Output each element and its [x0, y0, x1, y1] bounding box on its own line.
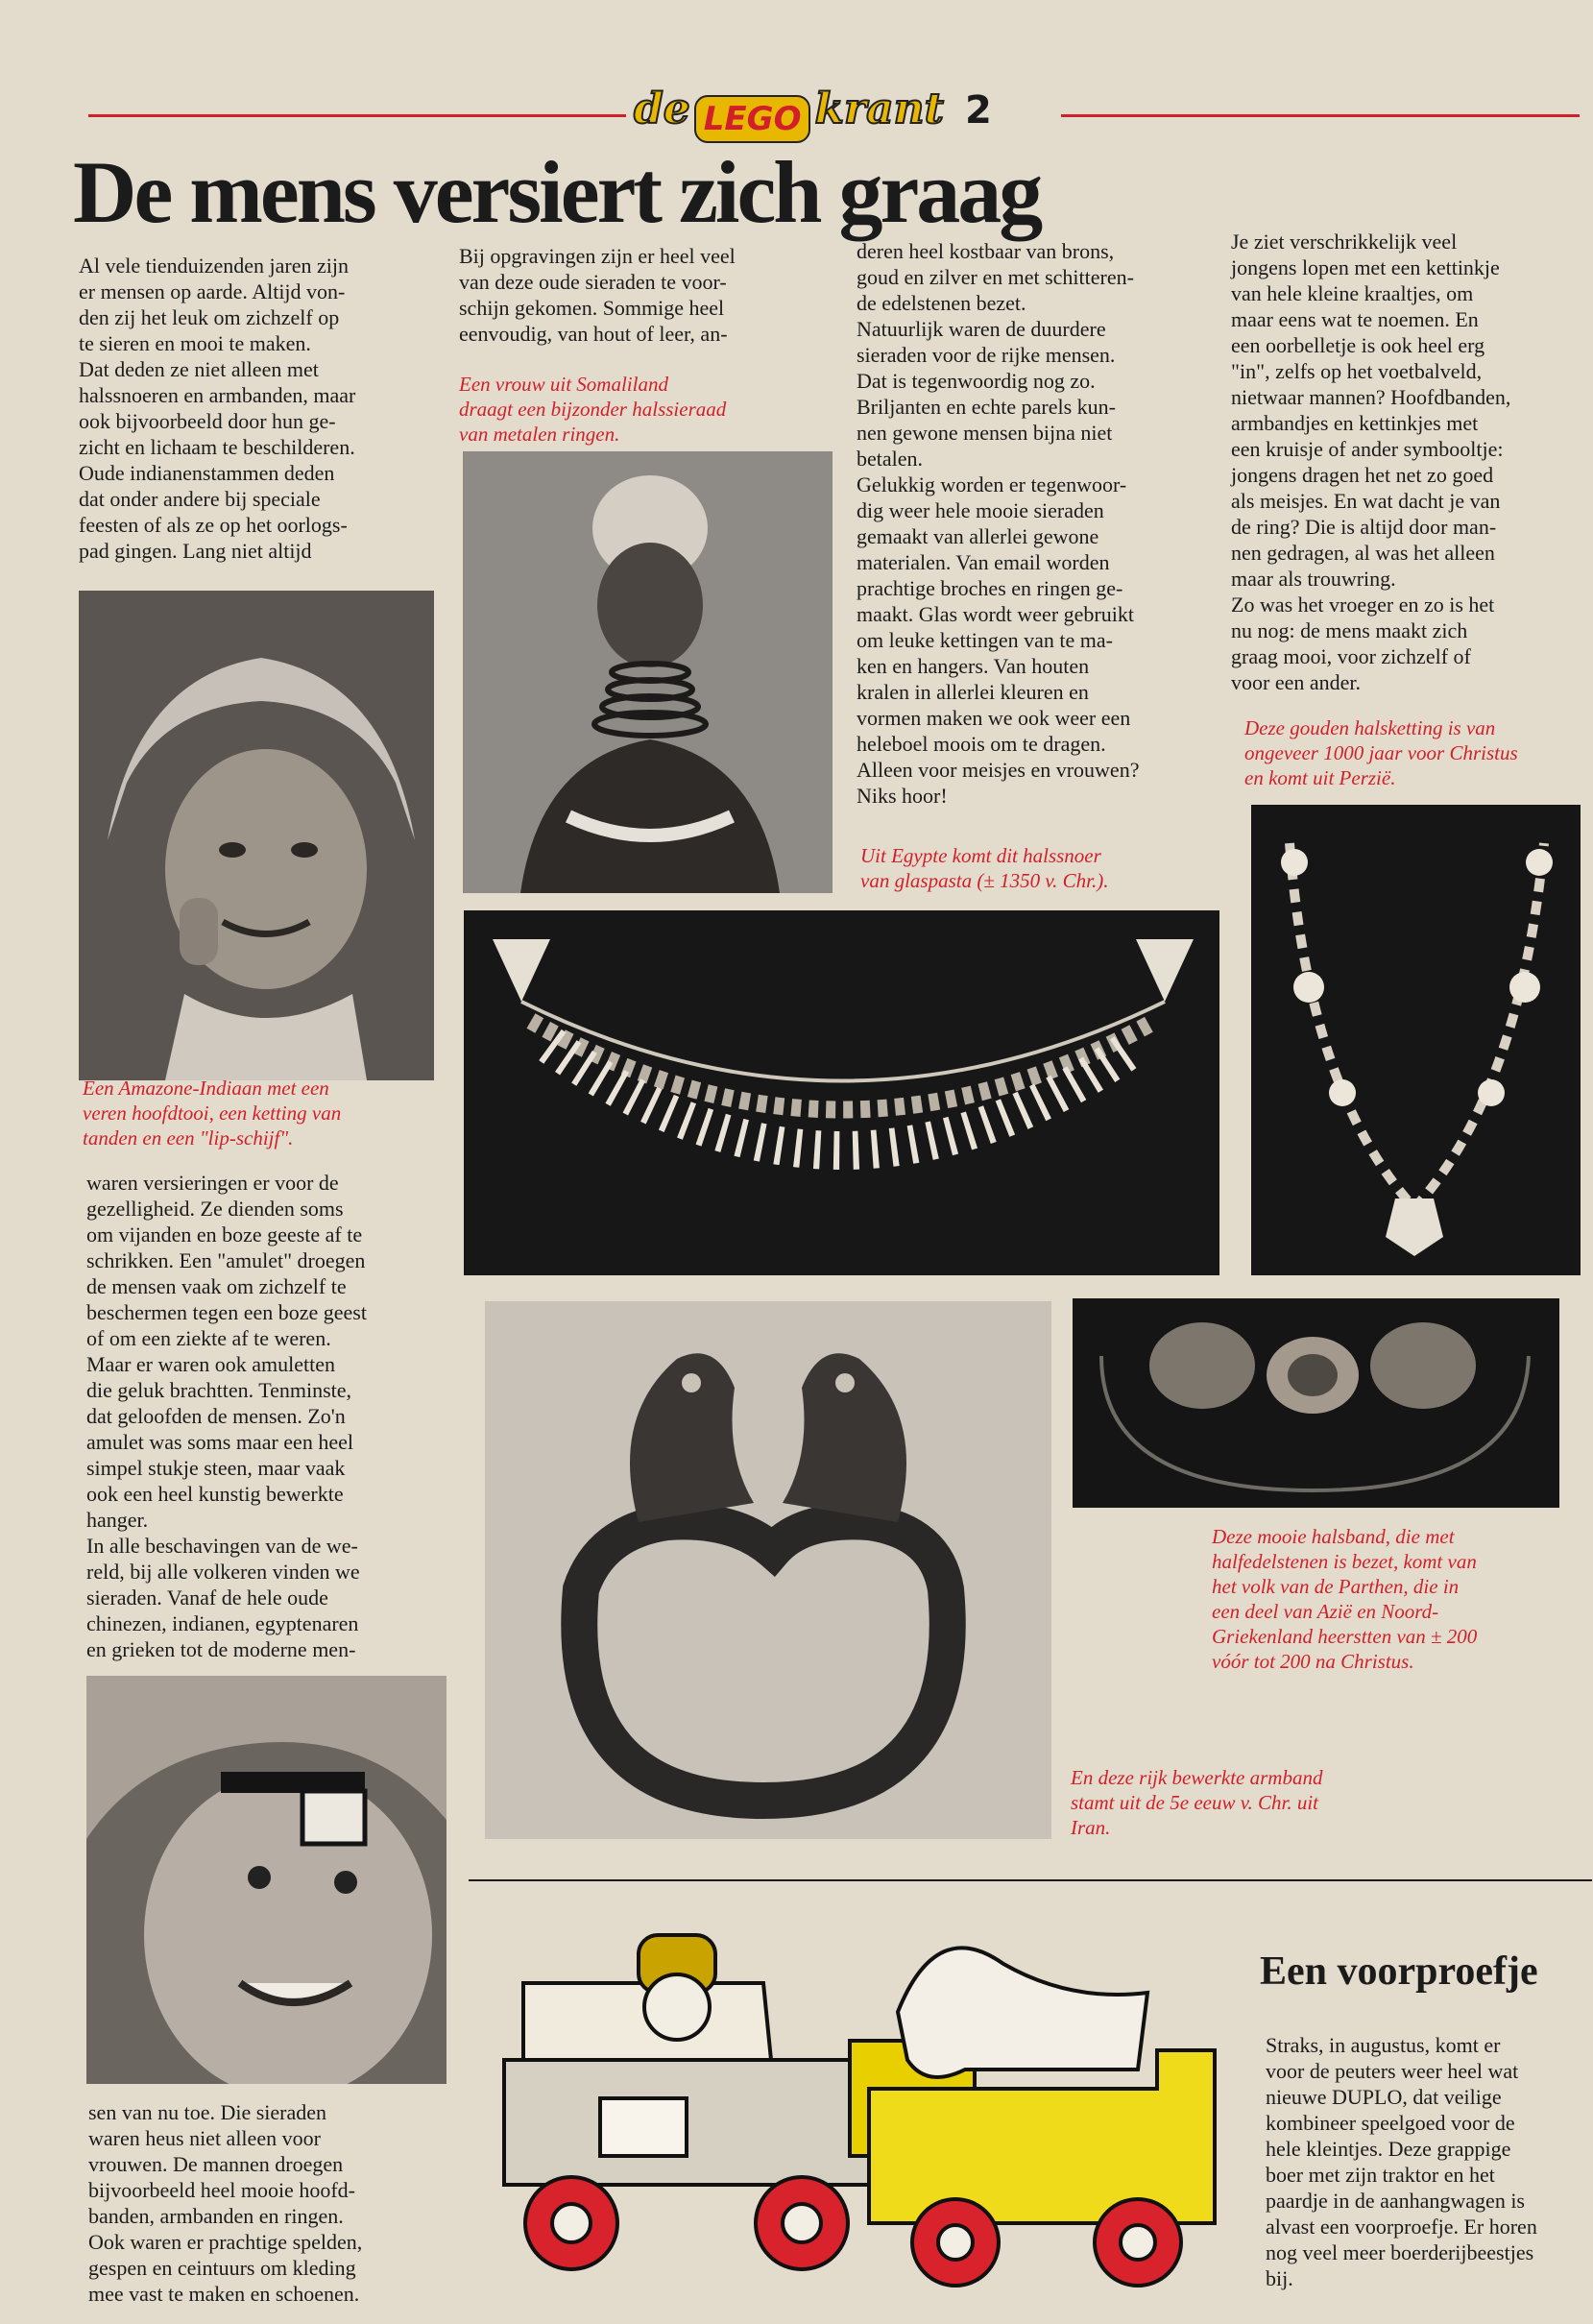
iranian-armband-illustration — [485, 1301, 1051, 1839]
somaliland-woman-illustration — [463, 451, 833, 893]
headline: De mens versiert zich graag — [73, 143, 1041, 241]
masthead-krant: krant — [814, 85, 944, 133]
sidebar-title: Een voorproefje — [1260, 1949, 1538, 1994]
photo-child-headband — [86, 1676, 447, 2084]
amazone-indian-illustration — [79, 591, 434, 1080]
section-divider — [469, 1879, 1592, 1881]
masthead-rule-right — [1061, 114, 1580, 117]
col4-top-text: Je ziet verschrikkelijk veel jongens lopen met een kettinkje van hele kleine kraaltjes, om maar eens wat te noemen. En een oorbelletje is ook heel erg "in", zelfs op het voetbalveld, nietwaar mannen? Hoofdbanden, armbandjes en kettinkjes met een kruisje of ander symbooltje: jongens dragen het net zo goed als meisjes. En wat dacht je van de ring? Die is altijd door man- nen gedragen, al was het alleen maar als trouwring. Zo was het vroeger en zo is het nu nog: de mens maakt zich graag mooi, voor zichzelf of voor een ander. — [1231, 230, 1511, 694]
photo-parthian-necklace — [1073, 1298, 1559, 1508]
photo-amazone-indian — [79, 591, 434, 1080]
col2-top-text: Bij opgravingen zijn er heel veel van deze oude sieraden te voor- schijn gekomen. Sommige heel eenvoudig, van hout of leer, an- — [459, 244, 736, 346]
persian-necklace-illustration — [1251, 805, 1581, 1275]
egyptian-necklace-illustration — [464, 910, 1219, 1275]
masthead-de: de — [634, 85, 690, 133]
masthead-rule-left — [88, 114, 626, 117]
caption-amazone: Een Amazone-Indiaan met een veren hoofdtooi, een ketting van tanden en een "lip-schijf". — [83, 1077, 342, 1150]
caption-somaliland: Een vrouw uit Somaliland draagt een bijzonder halssieraad van metalen ringen. — [459, 373, 727, 446]
caption-egypte: Uit Egypte komt dit halssnoer van glaspasta (± 1350 v. Chr.). — [860, 844, 1109, 892]
lego-logo: LEGO — [694, 95, 811, 143]
child-headband-illustration — [86, 1676, 447, 2084]
duplo-tractor-illustration — [485, 1897, 1243, 2319]
parthian-necklace-illustration — [1073, 1298, 1559, 1508]
col1-bottom-text: sen van nu toe. Die sieraden waren heus niet alleen voor vrouwen. De mannen droegen bijvoorbeeld heel mooie hoofd- banden, armbanden en ringen. Ook waren er prachtige spelden, gespen en ceintuurs om kleding mee vast te maken en schoenen. — [88, 2100, 363, 2306]
col1-top-text: Al vele tienduizenden jaren zijn er mensen op aarde. Altijd von- den zij het leuk om zichzelf op te sieren en mooi te maken. Dat deden ze niet alleen met halssnoeren en armbanden, maar ook bijvoorbeeld door hun ge- zicht en lichaam te beschilderen. Oude indianenstammen deden dat onder andere bij speciale feesten of als ze op het oorlogs- pad gingen. Lang niet altijd — [79, 254, 356, 563]
photo-egyptian-necklace — [464, 910, 1219, 1275]
col3-top-text: deren heel kostbaar van brons, goud en zilver en met schitteren- de edelstenen bezet. Natuurlijk waren de duurdere sieraden voor de rijke mensen. Dat is tegenwoordig nog zo. Briljanten en echte parels kun- nen gewone mensen bijna niet betalen. Gelukkig worden er tegenwoor- dig weer hele mooie sieraden gemaakt van allerlei gewone materialen. Van email worden prachtige broches en ringen ge- maakt. Glas wordt weer gebruikt om leuke kettingen van te ma- ken en hangers. Van houten kralen in allerlei kleuren en vormen maken we ook weer een heleboel moois om te dragen. Alleen voor meisjes en vrouwen? Niks hoor! — [857, 239, 1140, 808]
masthead — [634, 85, 1056, 142]
col1-mid-text: waren versieringen er voor de gezelligheid. Ze dienden soms om vijanden en boze geeste af te schrikken. Een "amulet" droegen de mensen vaak om zichzelf te beschermen tegen een boze geest of om een ziekte af te weren. Maar er waren ook amuletten die geluk brachtten. Tenminste, dat geloofden de mensen. Zo'n amulet was soms maar een heel simpel stukje steen, maar vaak ook een heel kunstig bewerkte hanger. In alle beschavingen van de we- reld, bij alle volkeren vinden we sieraden. Vanaf de hele oude chinezen, indianen, egyptenaren en grieken tot de moderne men- — [86, 1171, 367, 1661]
page-number: 2 — [964, 88, 992, 133]
photo-iranian-armband — [485, 1301, 1051, 1839]
caption-iran: En deze rijk bewerkte armband stamt uit de 5e eeuw v. Chr. uit Iran. — [1071, 1766, 1323, 1839]
duplo-illustration — [485, 1897, 1243, 2319]
photo-persian-necklace — [1251, 805, 1581, 1275]
photo-somaliland-woman — [463, 451, 833, 893]
caption-perzie: Deze gouden halsketting is van ongeveer 1000 jaar voor Christus en komt uit Perzië. — [1244, 716, 1518, 789]
caption-parthen: Deze mooie halsband, die met halfedelstenen is bezet, komt van het volk van de Parthen, die in een deel van Azië en Noord- Griekenland heerstten van ± 200 vóór tot 200 na Christus. — [1212, 1525, 1478, 1673]
sidebar-body: Straks, in augustus, komt er voor de peuters weer heel wat nieuwe DUPLO, dat veilige kombineer speelgoed voor de hele kleintjes. Deze grappige boer met zijn traktor en het paardje in de aanhangwagen is alvast een voorproefje. Er horen nog veel meer boerderijbeestjes bij. — [1266, 2033, 1537, 2290]
